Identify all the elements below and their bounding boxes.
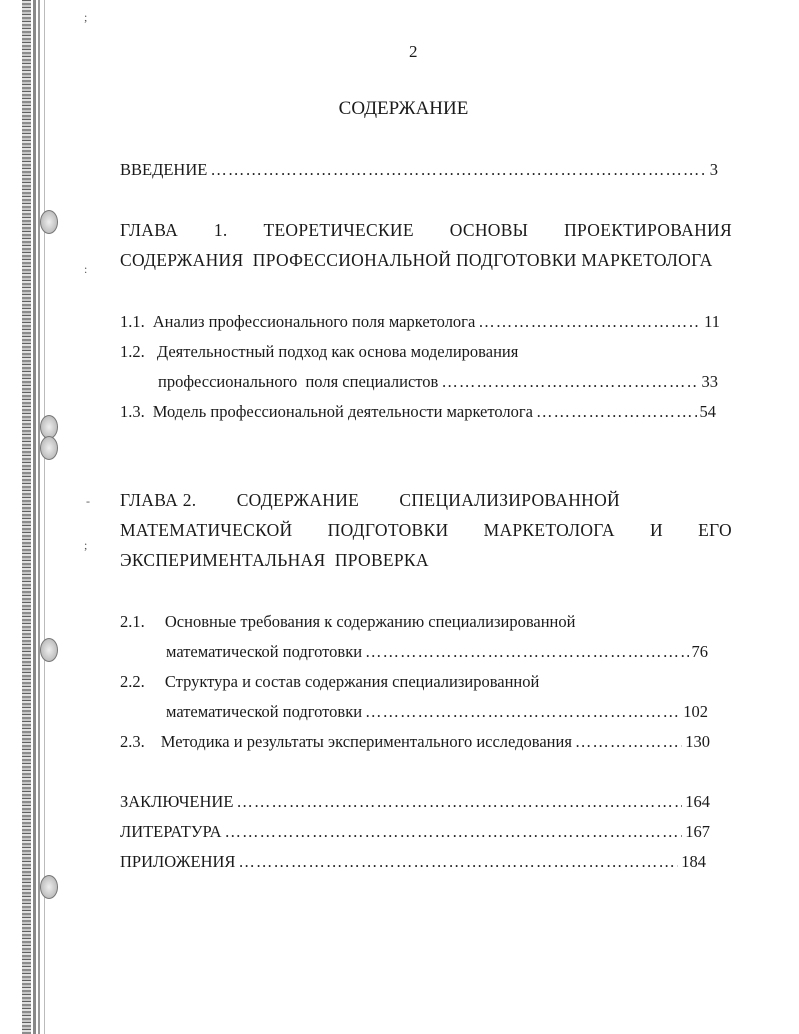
toc-entry-page: 76 xyxy=(691,642,708,661)
toc-entry-page: 167 xyxy=(685,822,710,841)
toc-entry-page: 33 xyxy=(701,372,718,391)
toc-entry-conclusion xyxy=(120,792,710,812)
toc-entry-2-2 xyxy=(120,672,539,692)
section-number: 2.1. xyxy=(120,612,145,631)
heading-word: ЕГО xyxy=(698,520,732,540)
punch-hole xyxy=(40,210,58,234)
toc-entry-page: 184 xyxy=(681,852,706,871)
section-title: Деятельностный подход как основа моделирования xyxy=(156,342,519,361)
heading-word: СОДЕРЖАНИЕ xyxy=(236,490,360,510)
toc-entry-page: 54 xyxy=(699,402,716,421)
toc-entry-page: 3 xyxy=(709,160,718,179)
toc-entry-2-2-cont xyxy=(166,702,708,722)
section-title-cont: профессионального поля специалистов xyxy=(158,372,439,391)
section-number: 2.3. xyxy=(120,732,145,751)
heading-word: ОСНОВЫ xyxy=(449,220,529,240)
binding-strip xyxy=(38,0,40,1034)
leader-dots xyxy=(478,312,701,332)
heading-word: И xyxy=(649,520,663,540)
chapter2-heading-line2 xyxy=(120,520,732,541)
leader-dots xyxy=(210,160,706,180)
punch-hole xyxy=(40,638,58,662)
leader-dots xyxy=(536,402,697,422)
binding-strip xyxy=(33,0,36,1034)
scan-speck: - xyxy=(86,494,90,508)
leader-dots xyxy=(236,792,682,812)
toc-entry-2-1-cont xyxy=(166,642,708,662)
toc-entry-label: ЛИТЕРАТУРА xyxy=(120,822,222,841)
heading-word: ПОДГОТОВКИ xyxy=(327,520,449,540)
punch-hole xyxy=(40,436,58,460)
section-title-cont: математической подготовки xyxy=(166,642,363,661)
heading-word: ПРОЕКТИРОВАНИЯ xyxy=(564,220,732,240)
leader-dots xyxy=(575,732,682,752)
leader-dots xyxy=(365,642,688,662)
scan-speck: ; xyxy=(84,10,88,24)
punch-hole xyxy=(40,875,58,899)
heading-word: ТЕОРЕТИЧЕСКИЕ xyxy=(263,220,414,240)
scan-speck: ; xyxy=(84,538,88,552)
toc-entry-page: 11 xyxy=(704,312,720,331)
leader-dots xyxy=(225,822,683,842)
page-title: СОДЕРЖАНИЕ xyxy=(338,98,469,119)
toc-entry-label: ЗАКЛЮЧЕНИЕ xyxy=(120,792,234,811)
toc-entry-2-1 xyxy=(120,612,575,632)
chapter2-heading-line1 xyxy=(120,490,620,511)
heading-word: МАРКЕТОЛОГА xyxy=(483,520,615,540)
heading-word: 1. xyxy=(213,220,228,240)
scan-binding-edge xyxy=(0,0,90,1034)
section-title: Структура и состав содержания специализированной xyxy=(164,672,540,691)
leader-dots xyxy=(441,372,698,392)
heading-word: СПЕЦИАЛИЗИРОВАННОЙ xyxy=(399,490,620,510)
toc-entry-page: 164 xyxy=(685,792,710,811)
heading-word: ГЛАВА xyxy=(120,220,179,240)
toc-entry-page: 130 xyxy=(685,732,710,751)
section-number: 1.2. xyxy=(120,342,145,361)
toc-entry-1-2 xyxy=(120,342,518,362)
toc-entry-appendices xyxy=(120,852,706,872)
toc-entry-2-3 xyxy=(120,732,710,752)
chapter2-heading-line3: ЭКСПЕРИМЕНТАЛЬНАЯ ПРОВЕРКА xyxy=(120,550,429,570)
binding-strip xyxy=(22,0,31,1034)
toc-entry-intro xyxy=(120,160,718,180)
toc-entry-page: 102 xyxy=(683,702,708,721)
toc-entry-label: ПРИЛОЖЕНИЯ xyxy=(120,852,236,871)
leader-dots xyxy=(365,702,680,722)
heading-word: ГЛАВА 2. xyxy=(120,490,197,510)
section-title: Методика и результаты экспериментального исследования xyxy=(160,732,572,751)
section-number: 2.2. xyxy=(120,672,145,691)
leader-dots xyxy=(238,852,678,872)
toc-entry-label: ВВЕДЕНИЕ xyxy=(120,160,208,179)
section-number: 1.1. xyxy=(120,312,145,331)
heading-word: МАТЕМАТИЧЕСКОЙ xyxy=(120,520,293,540)
toc-entry-literature xyxy=(120,822,710,842)
chapter1-heading-line2: СОДЕРЖАНИЯ ПРОФЕССИОНАЛЬНОЙ ПОДГОТОВКИ МАРКЕТОЛОГА xyxy=(120,250,713,270)
toc-entry-1-3 xyxy=(120,402,716,422)
section-number: 1.3. xyxy=(120,402,145,421)
chapter1-heading-line1 xyxy=(120,220,732,241)
section-title: Анализ профессионального поля маркетолога xyxy=(152,312,476,331)
page-number: 2 xyxy=(409,42,418,61)
toc-entry-1-1 xyxy=(120,312,720,332)
section-title: Модель профессиональной деятельности маркетолога xyxy=(152,402,533,421)
section-title: Основные требования к содержанию специализированной xyxy=(164,612,576,631)
section-title-cont: математической подготовки xyxy=(166,702,363,721)
scan-speck: : xyxy=(84,262,88,276)
toc-entry-1-2-cont xyxy=(158,372,718,392)
